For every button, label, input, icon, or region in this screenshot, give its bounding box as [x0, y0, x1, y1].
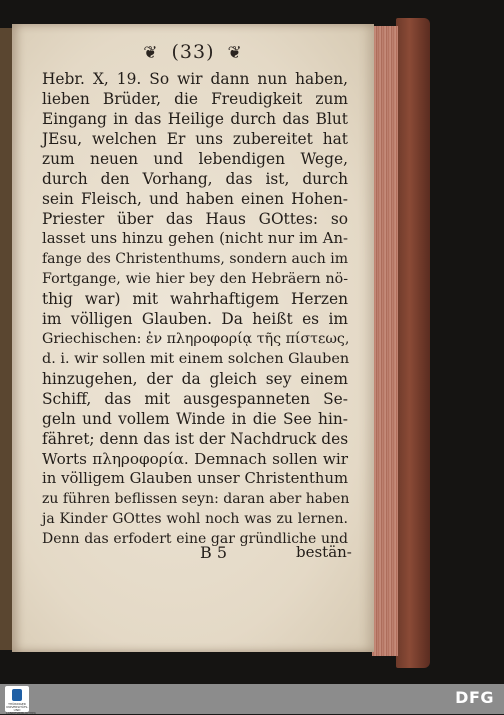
page-edges: [372, 26, 398, 656]
library-logo-icon: [12, 689, 22, 701]
text-line: fähret; denn das ist der Nachdruck des: [42, 430, 349, 448]
library-logo-text: THÜRINGER UNIVERSITÄTS- UND LANDESBIBLIOTHEK: [6, 702, 37, 715]
signature-mark: B 5: [200, 543, 228, 562]
text-line: Worts πληροφορία. Demnach sollen wir: [42, 450, 348, 468]
text-line: thig war) mit wahrhaftigem Herzen: [42, 290, 348, 308]
page-number: (33): [171, 41, 215, 63]
text-line: Priester über das Haus GOttes: so: [42, 210, 348, 228]
text-line: zum neuen und lebendigen Wege,: [42, 150, 348, 168]
book-page: [12, 24, 374, 652]
text-line: Denn das erfodert eine gar gründliche und: [42, 531, 348, 547]
catchword: bestän-: [296, 543, 352, 561]
library-logo[interactable]: [5, 686, 37, 715]
text-line: Fortgange, wie hier bey den Hebräern nö-: [42, 271, 348, 287]
ornament-left-icon: ❦: [143, 43, 159, 63]
text-line: hinzugehen, der da gleich sey einem: [42, 370, 348, 388]
page-header: [12, 41, 374, 63]
text-line: lieben Brüder, die Freudigkeit zum: [42, 90, 348, 108]
text-line: in völligem Glauben unser Christenthum: [42, 470, 348, 487]
dfg-logo[interactable]: DFG: [455, 688, 494, 707]
text-line: ja Kinder GOttes wohl noch was zu lernen.: [42, 511, 348, 527]
text-line: im völligen Glauben. Da heißt es im: [42, 310, 348, 328]
text-line: durch den Vorhang, das ist, durch: [42, 170, 348, 188]
text-line: Griechischen: ἐν πληροφορίᾳ τῆς πίστεως,: [42, 331, 350, 347]
text-line: Eingang in das Heilige durch das Blut: [42, 110, 348, 128]
text-line: lasset uns hinzu gehen (nicht nur im An-: [42, 230, 348, 247]
text-line: d. i. wir sollen mit einem solchen Glauben: [42, 351, 350, 367]
text-line: geln und vollem Winde in die See hin-: [42, 410, 348, 428]
text-line: JEsu, welchen Er uns zubereitet hat: [42, 130, 348, 148]
text-line: sein Fleisch, und haben einen Hohen-: [42, 190, 348, 208]
viewer-bottom-bar: [0, 684, 504, 714]
text-line: fange des Christenthums, sondern auch im: [42, 251, 348, 267]
text-line: zu führen beflissen seyn: daran aber haben: [42, 491, 350, 507]
text-line: Schiff, das mit ausgespanneten Se-: [42, 390, 348, 408]
text-line: Hebr. X, 19. So wir dann nun haben,: [42, 70, 348, 88]
ornament-right-icon: ❦: [227, 43, 243, 63]
book-cover-edge: [396, 18, 430, 668]
